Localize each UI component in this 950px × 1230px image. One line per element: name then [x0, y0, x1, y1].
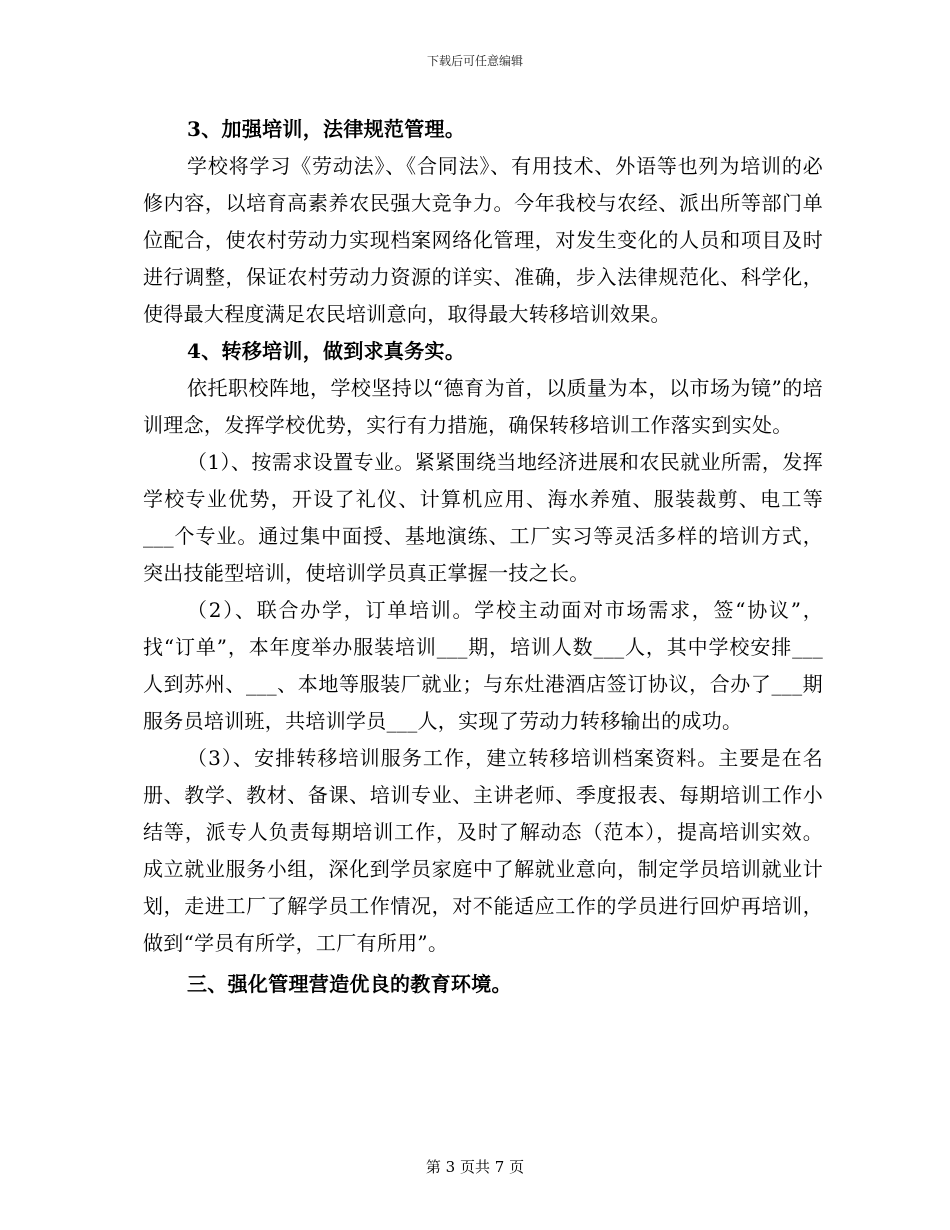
paragraph-item-4: 依托职校阵地，学校坚持以“德育为首，以质量为本，以市场为镜”的培训理念，发挥学校优势，实行有力措施，确保转移培训工作落实到实处。 — [143, 376, 823, 437]
page-header-note: 下载后可任意编辑 — [426, 54, 523, 68]
paragraph-item-4-1: （1）、按需求设置专业。紧紧围绕当地经济进展和农民就业所需，发挥学校专业优势，开设了礼仪、计算机应用、海水养殖、服装裁剪、电工等___个专业。通过集中面授、基地演练、工厂实习等灵活多样的培训方式，突出技能型培训，使培训学员真正掌握一技之长。 — [143, 450, 823, 585]
document-body — [143, 111, 823, 1003]
paragraph-item-4-2: （2）、联合办学，订单培训。学校主动面对市场需求，签“协议”，找“订单”，本年度举办服装培训___期，培训人数___人，其中学校安排___人到苏州、___、本地等服装厂就业；与东灶港酒店签订协议，合办了___期服务员培训班，共培训学员___人，实现了劳动力转移输出的成功。 — [143, 598, 823, 733]
page-number: 第 3 页共 7 页 — [425, 1158, 525, 1176]
paragraph-item-3: 学校将学习《劳动法》、《合同法》、有用技术、外语等也列为培训的必修内容，以培育高素养农民强大竞争力。今年我校与农经、派出所等部门单位配合，使农村劳动力实现档案网络化管理，对发生变化的人员和项目及时进行调整，保证农村劳动力资源的详实、准确，步入法律规范化、科学化，使得最大程度满足农民培训意向，取得最大转移培训效果。 — [143, 154, 823, 326]
paragraph-item-4-3: （3）、安排转移培训服务工作，建立转移培训档案资料。主要是在名册、教学、教材、备课、培训专业、主讲老师、季度报表、每期培训工作小结等，派专人负责每期培训工作，及时了解动态（范本），提高培训实效。成立就业服务小组，深化到学员家庭中了解就业意向，制定学员培训就业计划，走进工厂了解学员工作情况，对不能适应工作的学员进行回炉再培训，做到“学员有所学，工厂有所用”。 — [143, 746, 823, 955]
section-heading-3: 三、强化管理营造优良的教育环境。 — [187, 972, 512, 996]
heading-item-4: 4、转移培训，做到求真务实。 — [187, 339, 466, 363]
heading-item-3: 3、加强培训，法律规范管理。 — [187, 117, 466, 141]
